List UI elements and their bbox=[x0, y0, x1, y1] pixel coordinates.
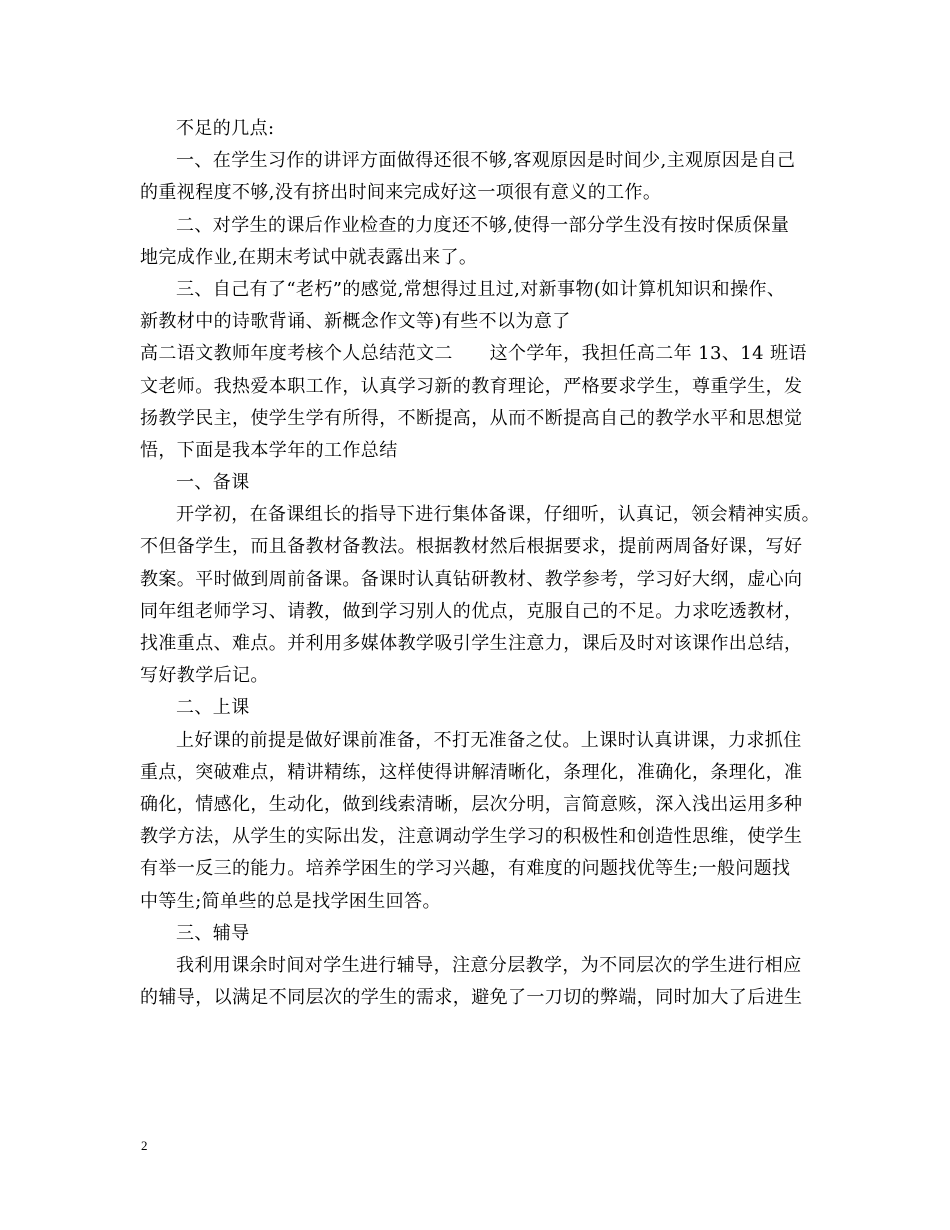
paragraph-line: 重点，突破难点，精讲精练，这样使得讲解清晰化，条理化，准确化，条理化，准 bbox=[140, 761, 803, 783]
section-heading: 二、上课 bbox=[176, 697, 250, 719]
page-number: 2 bbox=[141, 1138, 148, 1153]
paragraph-line: 我利用课余时间对学生进行辅导，注意分层教学，为不同层次的学生进行相应 bbox=[176, 954, 802, 976]
paragraph-line: 扬教学民主，使学生学有所得，不断提高，从而不断提高自己的教学水平和思想觉 bbox=[140, 407, 803, 429]
paragraph-line: 同年组老师学习、请教，做到学习别人的优点，克服自己的不足。力求吃透教材， bbox=[140, 600, 803, 622]
section-heading: 一、备课 bbox=[176, 472, 250, 494]
paragraph-line: 不但备学生，而且备教材备教法。根据教材然后根据要求，提前两周备好课，写好 bbox=[140, 536, 803, 558]
paragraph-line: 中等生;简单些的总是找学困生回答。 bbox=[140, 890, 441, 912]
paragraph-line: 开学初，在备课组长的指导下进行集体备课，仔细听，认真记，领会精神实质。 bbox=[176, 504, 820, 526]
paragraph-line: 教学方法，从学生的实际出发，注意调动学生学习的积极性和创造性思维，使学生 bbox=[140, 826, 803, 848]
paragraph-line: 地完成作业,在期末考试中就表露出来了。 bbox=[140, 246, 478, 268]
paragraph-line: 文老师。我热爱本职工作，认真学习新的教育理论，严格要求学生，尊重学生，发 bbox=[140, 375, 803, 397]
paragraph-line: 有举一反三的能力。培养学困生的学习兴趣，有难度的问题找优等生;一般问题找 bbox=[140, 858, 791, 880]
paragraph-line: 的辅导，以满足不同层次的学生的需求，避免了一刀切的弊端，同时加大了后进生 bbox=[140, 987, 803, 1009]
paragraph-line: 新教材中的诗歌背诵、新概念作文等)有些不以为意了 bbox=[140, 311, 571, 333]
paragraph-line: 找准重点、难点。并利用多媒体教学吸引学生注意力，课后及时对该课作出总结， bbox=[140, 633, 803, 654]
paragraph-line: 写好教学后记。 bbox=[140, 665, 269, 687]
section-title-line: 高二语文教师年度考核个人总结范文二 这个学年，我担任高二年 13、14 班语 bbox=[140, 343, 807, 365]
paragraph-line: 上好课的前提是做好课前准备，不打无准备之仗。上课时认真讲课，力求抓住 bbox=[176, 729, 802, 751]
paragraph-line: 二、对学生的课后作业检查的力度还不够,使得一部分学生没有按时保质保量 bbox=[176, 214, 790, 236]
paragraph-line: 不足的几点: bbox=[176, 118, 275, 139]
body-text bbox=[140, 113, 820, 1014]
paragraph-line: 悟，下面是我本学年的工作总结 bbox=[140, 439, 398, 461]
paragraph-line: 一、在学生习作的讲评方面做得还很不够,客观原因是时间少,主观原因是自己 bbox=[176, 150, 796, 172]
paragraph-line: 教案。平时做到周前备课。备课时认真钻研教材、教学参考，学习好大纲，虚心向 bbox=[140, 568, 803, 590]
paragraph-line: 三、自己有了“老朽”的感觉,常想得过且过,对新事物(如计算机知识和操作、 bbox=[176, 278, 786, 300]
paragraph-line: 确化，情感化，生动化，做到线索清晰，层次分明，言简意赅，深入浅出运用多种 bbox=[140, 793, 803, 815]
paragraph-line: 的重视程度不够,没有挤出时间来完成好这一项很有意义的工作。 bbox=[140, 182, 662, 204]
section-heading: 三、辅导 bbox=[176, 922, 250, 944]
